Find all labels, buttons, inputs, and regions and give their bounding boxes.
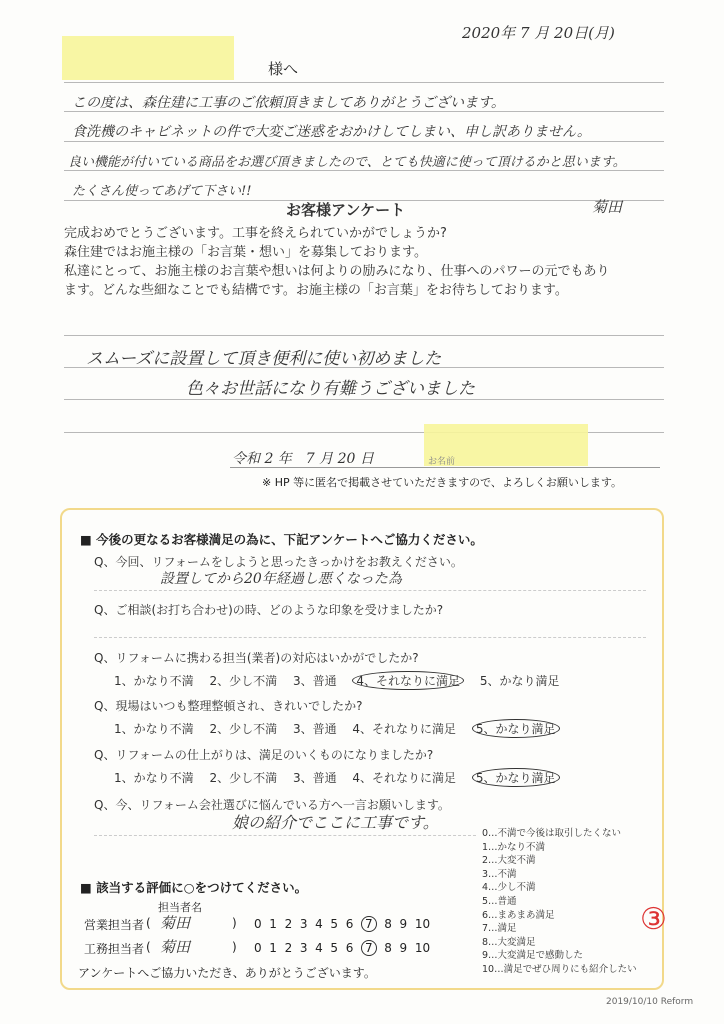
q5-option-1[interactable]: 1、かなり不満 [114, 771, 194, 785]
eval-heading: ■ 該当する評価に○をつけてください。 [80, 880, 308, 895]
question-1: Q、今回、リフォームをしようと思ったきっかけをお教えください。 [94, 555, 463, 569]
sales-name: 菊田 [160, 914, 191, 932]
letter-signature: 菊田 [592, 198, 623, 216]
work-scale: 0 1 2 3 4 5 6 7 8 9 10 [254, 941, 431, 955]
question-4: Q、現場はいつも整理整頓され、きれいでしたか? [94, 699, 363, 713]
letter-date: 2020年 7 月 20日(月) [462, 24, 615, 42]
comment-line-2: 色々お世話になり有難うございました [186, 379, 475, 399]
customer-name-redaction [62, 36, 234, 80]
letter-line-1: この度は、森住建に工事のご依頼頂きましてありがとうございます。 [72, 95, 505, 111]
sales-scale: 0 1 2 3 4 5 6 7 8 9 10 [254, 917, 431, 931]
sales-label: 営業担当者 [84, 918, 145, 932]
answer-1: 設置してから20年経過し悪くなった為 [160, 571, 402, 587]
q4-option-1[interactable]: 1、かなり不満 [114, 722, 194, 736]
q4-option-3[interactable]: 3、普通 [292, 722, 337, 736]
q4-option-2[interactable]: 2、少し不満 [209, 722, 278, 736]
staff-name-label: 担当者名 [158, 901, 202, 914]
survey-sheet: 2020年 7 月 20日(月) 様へ この度は、森住建に工事のご依頼頂きましてありがとうございます。 食洗機のキャビネットの件で大変ご迷惑をおかけしてしまい、申し訳ありません。 良い機能が付いている商品をお選び頂きましたので、とても快適に使って頂けるかと思います。 たくさん使ってあげて下さい!! 菊田 お客様アンケート 完成おめでとうございます。工事を終えられていかがでしょうか? 森住建ではお施主様の「お言葉・想い」を募集しております。 私達にとって、お施主様のお言葉や想いは何よりの励みになり、仕事へのパワーの元でもあり ます。どんな些細なことでも結構です。お施主様の「お言葉」をお待ちしております。 スムーズに設置して頂き便利に使い初めました 色々お世話になり有難うございました 令和 2 年 7 月 20 日 お名前 ※ HP 等に匿名で掲載させていただきますので、よろしくお願いします。 ■ 今後の更なるお客様満足の為に、下記アンケートへご協力ください。 Q、今回、リフォームをしようと思ったきっかけをお教えください。 設置してから20年経過し悪くなった為 Q、ご相談(お打ち合わせ)の時、どのような印象を受けましたか? Q、リフォームに携わる担当(業者)の対応はいかがでしたか? 1、かなり不満 2、少し不満 3、普通 4、それなりに満足 5、かなり満足 Q、現場はいつも整理整頓され、きれいでしたか? 1、かなり不満 2、少し不満 3、普通 4、それなりに満足 5、かなり満足 Q、リフォームの仕上がりは、満足のいくものになりましたか? 1、かなり不満 2、少し不満 3、普通 4、それなりに満足 5、かなり満足 Q、今、リフォーム会社選びに悩んでいる方へ一言お願いします。 娘の紹介でここに工事です。 ■ 該当する評価に○をつけてください。 担当者名 営業担当者 ( 菊田 ) 0 1 2 3 4 5 6 7 8 9 10 工務担当者 ( 菊田 ) 0 1 2 3 4 5 6 7 8 9 10 アンケートへご協力いただき、ありがとうございます。 0…不満で今後は取引したくない 1…かなり不満 2…大変不満 3…不満 4…少し不満 5…普通 6…まあまあ満足 7…満足 8…大変満足 9…大変満足で感動した 10…満足でぜひ周りにも紹介したい ③ 2019/10/10 Reform [0, 0, 724, 1024]
q3-option-1[interactable]: 1、かなり不満 [114, 674, 194, 688]
footer-version: 2019/10/10 Reform [606, 997, 694, 1007]
comment-line-1: スムーズに設置して頂き便利に使い初めました [86, 349, 442, 369]
question-6: Q、今、リフォーム会社選びに悩んでいる方へ一言お願いします。 [94, 798, 450, 812]
intro-line-4: ます。どんな些細なことでも結構です。お施主様の「お言葉」をお待ちしております。 [64, 283, 568, 298]
q3-option-2[interactable]: 2、少し不満 [209, 674, 278, 688]
answer-6: 娘の紹介でここに工事です。 [232, 813, 439, 832]
intro-line-2: 森住建ではお施主様の「お言葉・想い」を募集しております。 [64, 245, 427, 260]
q3-option-4-selected[interactable]: 4、それなりに満足 [352, 671, 464, 690]
survey-intro [64, 224, 664, 300]
q3-options [114, 671, 560, 690]
q4-options [114, 719, 560, 738]
q5-option-4[interactable]: 4、それなりに満足 [352, 771, 457, 785]
question-3: Q、リフォームに携わる担当(業者)の対応はいかがでしたか? [94, 651, 419, 665]
q5-option-5-selected[interactable]: 5、かなり満足 [472, 768, 560, 787]
score-legend: 0…不満で今後は取引したくない 1…かなり不満 2…大変不満 3…不満 4…少し不満 5…普通 6…まあまあ満足 7…満足 8…大変満足 9…大変満足で感動した 10…満足でぜひ周りにも紹介したい [482, 828, 637, 975]
letter-line-2: 食洗機のキャビネットの件で大変ご迷惑をおかけしてしまい、申し訳ありません。 [72, 124, 591, 140]
q4-option-5-selected[interactable]: 5、かなり満足 [472, 719, 560, 738]
work-name: 菊田 [160, 938, 191, 956]
salutation: 様へ [268, 60, 299, 78]
question-2: Q、ご相談(お打ち合わせ)の時、どのような印象を受けましたか? [94, 603, 444, 617]
survey-title: お客様アンケート [286, 201, 406, 219]
questionnaire-heading: ■ 今後の更なるお客様満足の為に、下記アンケートへご協力ください。 [80, 532, 483, 547]
q3-option-3[interactable]: 3、普通 [292, 674, 337, 688]
intro-line-3: 私達にとって、お施主様のお言葉や想いは何よりの励みになり、仕事へのパワーの元でもあり [64, 264, 610, 279]
q5-option-2[interactable]: 2、少し不満 [209, 771, 278, 785]
work-score-selected[interactable]: 7 [361, 940, 377, 956]
intro-line-1: 完成おめでとうございます。工事を終えられていかがでしょうか? [64, 226, 447, 241]
question-5: Q、リフォームの仕上がりは、満足のいくものになりましたか? [94, 748, 434, 762]
letter-line-3: 良い機能が付いている商品をお選び頂きましたので、とても快適に使って頂けるかと思います。 [68, 155, 626, 170]
letter-line-4: たくさん使ってあげて下さい!! [72, 184, 252, 199]
q3-option-5[interactable]: 5、かなり満足 [479, 674, 560, 688]
sign-label: お名前 [428, 457, 456, 467]
q5-option-3[interactable]: 3、普通 [292, 771, 337, 785]
q5-options [114, 768, 560, 787]
red-stamp: ③ [640, 902, 667, 937]
sales-score-selected[interactable]: 7 [361, 916, 377, 932]
anonymity-note: ※ HP 等に匿名で掲載させていただきますので、よろしくお願いします。 [262, 476, 623, 489]
sign-date: 令和 2 年 7 月 20 日 [232, 451, 374, 467]
q4-option-4[interactable]: 4、それなりに満足 [352, 722, 457, 736]
thanks-text: アンケートへご協力いただき、ありがとうございます。 [78, 966, 376, 980]
work-label: 工務担当者 [84, 942, 145, 956]
